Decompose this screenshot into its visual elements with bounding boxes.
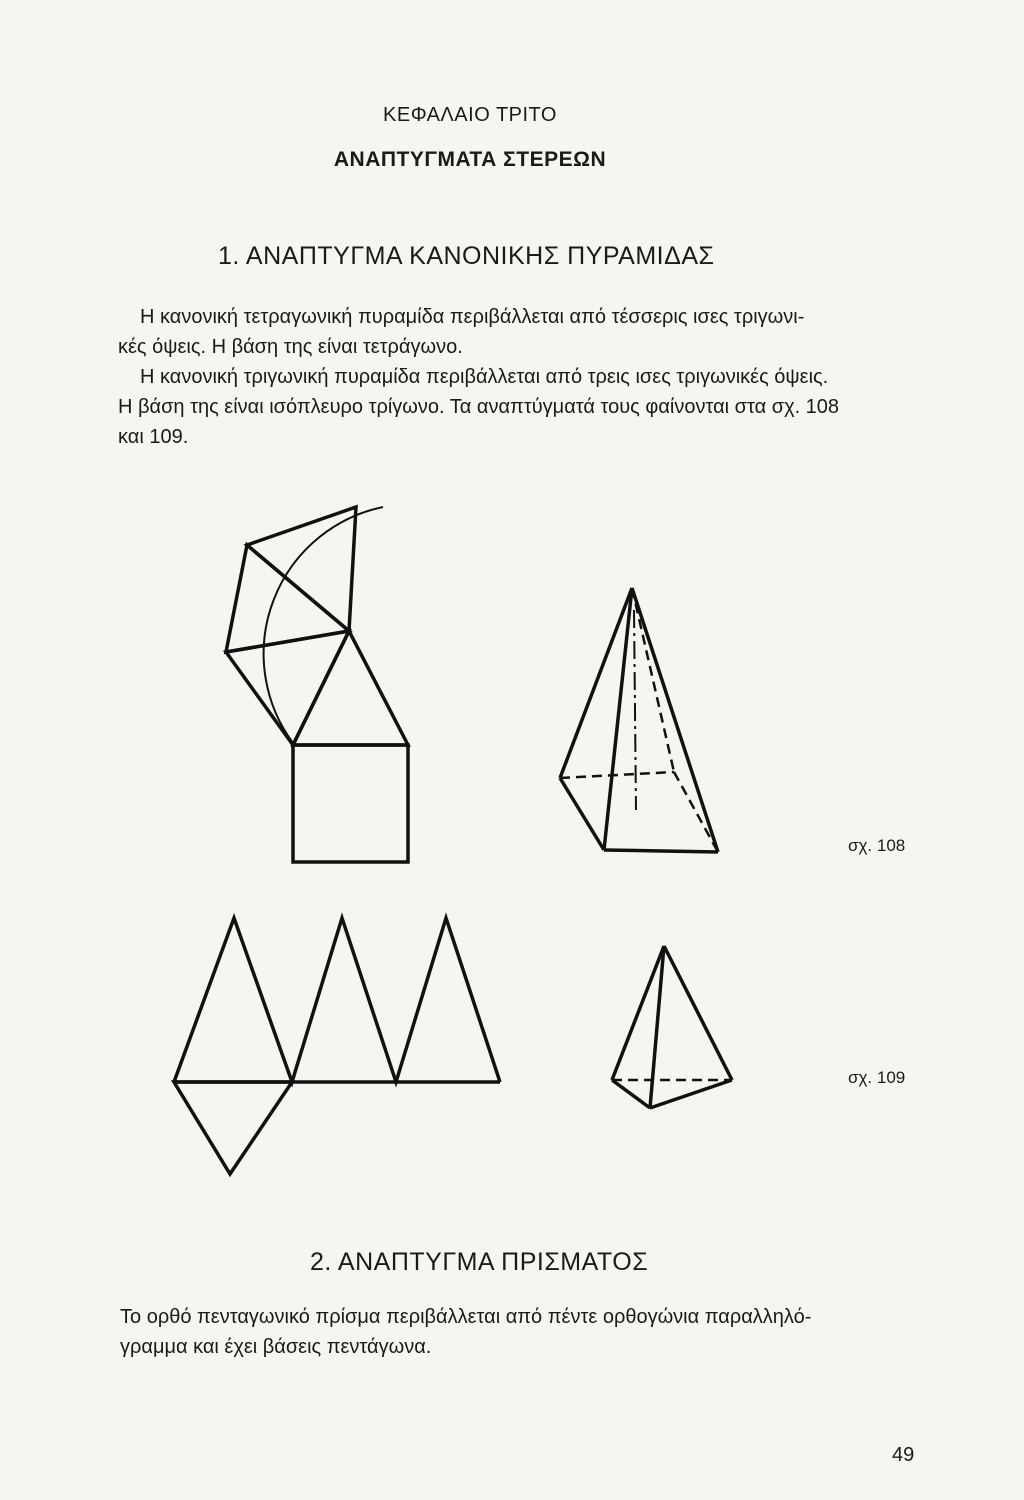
triangular-pyramid-net-icon — [170, 912, 510, 1182]
figure-109-caption: σχ. 109 — [848, 1068, 906, 1087]
section-heading-prism-net: 2. ΑΝΑΠΤΥΓΜΑ ΠΡΙΣΜΑΤΟΣ — [310, 1248, 649, 1276]
triangular-pyramid-solid-icon — [604, 940, 744, 1120]
paragraph-line: Η βάση της είναι ισόπλευρο τρίγωνο. Τα αναπτύγματά τους φαίνονται στα σχ. 108 — [118, 396, 840, 418]
figure-108-caption: σχ. 108 — [848, 836, 906, 855]
paragraph-line: Η κανονική τριγωνική πυραμίδα περιβάλλεται από τρεις ισες τριγωνικές όψεις. — [140, 366, 829, 388]
section-heading-pyramid-net: 1. ΑΝΑΠΤΥΓΜΑ ΚΑΝΟΝΙΚΗΣ ΠΥΡΑΜΙΔΑΣ — [218, 242, 715, 270]
paragraph-line: Το ορθό πενταγωνικό πρίσμα περιβάλλεται από πέντε ορθογώνια παραλληλό- — [120, 1306, 812, 1328]
paragraph-line: και 109. — [118, 426, 189, 448]
chapter-title: ΑΝΑΠΤΥΓΜΑΤΑ ΣΤΕΡΕΩΝ — [333, 148, 607, 171]
section1-paragraph — [118, 302, 918, 452]
paragraph-line: γραμμα και έχει βάσεις πεντάγωνα. — [120, 1336, 432, 1358]
section2-paragraph — [120, 1302, 920, 1362]
paragraph-line: Η κανονική τετραγωνική πυραμίδα περιβάλλεται από τέσσερις ισες τριγωνι- — [140, 306, 805, 328]
square-pyramid-net-icon — [200, 495, 420, 870]
page-number: 49 — [892, 1444, 915, 1466]
paragraph-line: κές όψεις. Η βάση της είναι τετράγωνο. — [118, 336, 463, 358]
chapter-label: ΚΕΦΑΛΑΙΟ ΤΡΙΤΟ — [383, 104, 557, 126]
square-pyramid-solid-icon — [552, 580, 732, 860]
